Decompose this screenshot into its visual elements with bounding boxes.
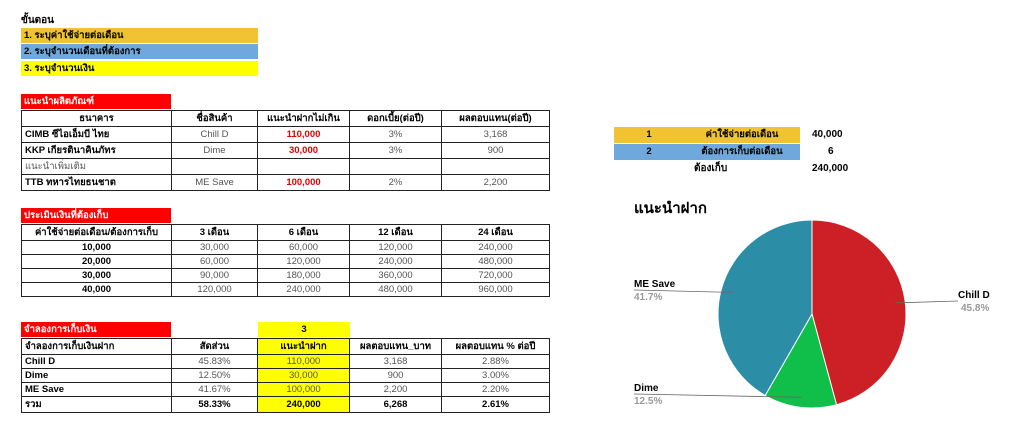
cell[interactable]: 240,000: [442, 241, 550, 255]
cell[interactable]: 120,000: [172, 283, 258, 297]
cell[interactable]: Chill D: [22, 355, 172, 369]
header-cell: 6 เดือน: [258, 225, 350, 241]
cell[interactable]: ME Save: [22, 383, 172, 397]
cell[interactable]: 90,000: [172, 269, 258, 283]
cell[interactable]: 480,000: [442, 255, 550, 269]
cell[interactable]: 45.83%: [172, 355, 258, 369]
cell[interactable]: 3.00%: [442, 369, 550, 383]
header-cell: ผลตอบแทน(ต่อปี): [442, 111, 550, 127]
cell[interactable]: 60,000: [172, 255, 258, 269]
cell[interactable]: 240,000: [258, 397, 350, 413]
max-cell[interactable]: 110,000: [258, 127, 350, 143]
product-cell[interactable]: Dime: [172, 143, 258, 159]
header-cell: แนะนำฝากไม่เกิน: [258, 111, 350, 127]
rate-cell[interactable]: 3%: [350, 143, 442, 159]
estimate-title: ประเมินเงินที่ต้องเก็บ: [21, 208, 171, 223]
input-row-1-no: 1: [614, 127, 684, 143]
return-cell[interactable]: 900: [442, 143, 550, 159]
step-1: 1. ระบุค่าใช้จ่ายต่อเดือน: [21, 28, 258, 43]
cell[interactable]: 960,000: [442, 283, 550, 297]
cell[interactable]: 180,000: [258, 269, 350, 283]
simulation-title: จำลองการเก็บเงิน: [21, 322, 171, 337]
rate-cell[interactable]: 2%: [350, 175, 442, 191]
step-3: 3. ระบุจำนวนเงิน: [21, 61, 258, 76]
header-cell: ผลตอบแทน % ต่อปี: [442, 339, 550, 355]
input-row-2-label: ต้องการเก็บต่อเดือน: [684, 144, 800, 160]
header-cell: ธนาคาร: [22, 111, 172, 127]
header-cell: ผลตอบแทน_บาท: [350, 339, 442, 355]
max-cell[interactable]: 30,000: [258, 143, 350, 159]
slice-pct-chill-d: 45.8%: [961, 303, 990, 314]
cell[interactable]: 58.33%: [172, 397, 258, 413]
cell[interactable]: 30,000: [172, 241, 258, 255]
cell[interactable]: 720,000: [442, 269, 550, 283]
cell[interactable]: 900: [350, 369, 442, 383]
steps-title: ขั้นตอน: [21, 15, 55, 26]
cell[interactable]: 480,000: [350, 283, 442, 297]
header-cell: จำลองการเก็บเงินฝาก: [22, 339, 172, 355]
header-cell: สัดส่วน: [172, 339, 258, 355]
cell[interactable]: 30,000: [22, 269, 172, 283]
input-row-1-label: ค่าใช้จ่ายต่อเดือน: [684, 127, 800, 143]
header-cell: แนะนำฝาก: [258, 339, 350, 355]
cell[interactable]: 240,000: [258, 283, 350, 297]
cell[interactable]: 120,000: [350, 241, 442, 255]
max-cell[interactable]: 100,000: [258, 175, 350, 191]
cell[interactable]: 110,000: [258, 355, 350, 369]
bank-cell[interactable]: KKP เกียรตินาคินภัทร: [22, 143, 172, 159]
cell[interactable]: 3,168: [350, 355, 442, 369]
header-cell: 12 เดือน: [350, 225, 442, 241]
cell[interactable]: 2,200: [350, 383, 442, 397]
header-cell: 24 เดือน: [442, 225, 550, 241]
cell[interactable]: Dime: [22, 369, 172, 383]
cell[interactable]: 6,268: [350, 397, 442, 413]
months-value[interactable]: 6: [828, 146, 834, 157]
bank-cell[interactable]: แนะนำเพิ่มเติม: [22, 159, 172, 175]
products-title: แนะนำผลิตภัณฑ์: [21, 94, 171, 109]
cell[interactable]: 240,000: [350, 255, 442, 269]
need-label: ต้องเก็บ: [694, 163, 728, 174]
header-cell: ดอกเบี้ย(ต่อปี): [350, 111, 442, 127]
cell[interactable]: 2.88%: [442, 355, 550, 369]
monthly-expense-value[interactable]: 40,000: [812, 129, 843, 140]
slice-pct-me-save: 41.7%: [634, 292, 663, 303]
slice-pct-dime: 12.5%: [634, 396, 663, 407]
bank-cell[interactable]: CIMB ซีไอเอ็มบี ไทย: [22, 127, 172, 143]
rate-cell[interactable]: 3%: [350, 127, 442, 143]
cell[interactable]: 20,000: [22, 255, 172, 269]
cell[interactable]: 2.61%: [442, 397, 550, 413]
cell[interactable]: 100,000: [258, 383, 350, 397]
step-2: 2. ระบุจำนวนเดือนที่ต้องการ: [21, 44, 258, 59]
slice-label-chill-d: Chill D: [958, 290, 990, 301]
cell[interactable]: 10,000: [22, 241, 172, 255]
cell[interactable]: 2.20%: [442, 383, 550, 397]
cell[interactable]: 120,000: [258, 255, 350, 269]
slice-label-dime: Dime: [634, 383, 659, 394]
input-row-2-no: 2: [614, 144, 684, 160]
return-cell[interactable]: 3,168: [442, 127, 550, 143]
cell[interactable]: 60,000: [258, 241, 350, 255]
cell[interactable]: 40,000: [22, 283, 172, 297]
cell[interactable]: 30,000: [258, 369, 350, 383]
need-value: 240,000: [812, 163, 849, 174]
cell[interactable]: 12.50%: [172, 369, 258, 383]
bank-cell[interactable]: TTB ทหารไทยธนชาต: [22, 175, 172, 191]
month-input[interactable]: 3: [258, 322, 350, 337]
header-cell: 3 เดือน: [172, 225, 258, 241]
cell[interactable]: 41.67%: [172, 383, 258, 397]
product-cell[interactable]: Chill D: [172, 127, 258, 143]
header-cell: ชื่อสินค้า: [172, 111, 258, 127]
header-cell: ค่าใช้จ่ายต่อเดือน/ต้องการเก็บ: [22, 225, 172, 241]
return-cell[interactable]: 2,200: [442, 175, 550, 191]
cell[interactable]: รวม: [22, 397, 172, 413]
cell[interactable]: 360,000: [350, 269, 442, 283]
product-cell[interactable]: ME Save: [172, 175, 258, 191]
chart-title: แนะนำฝาก: [634, 200, 707, 217]
slice-label-me-save: ME Save: [634, 279, 676, 290]
